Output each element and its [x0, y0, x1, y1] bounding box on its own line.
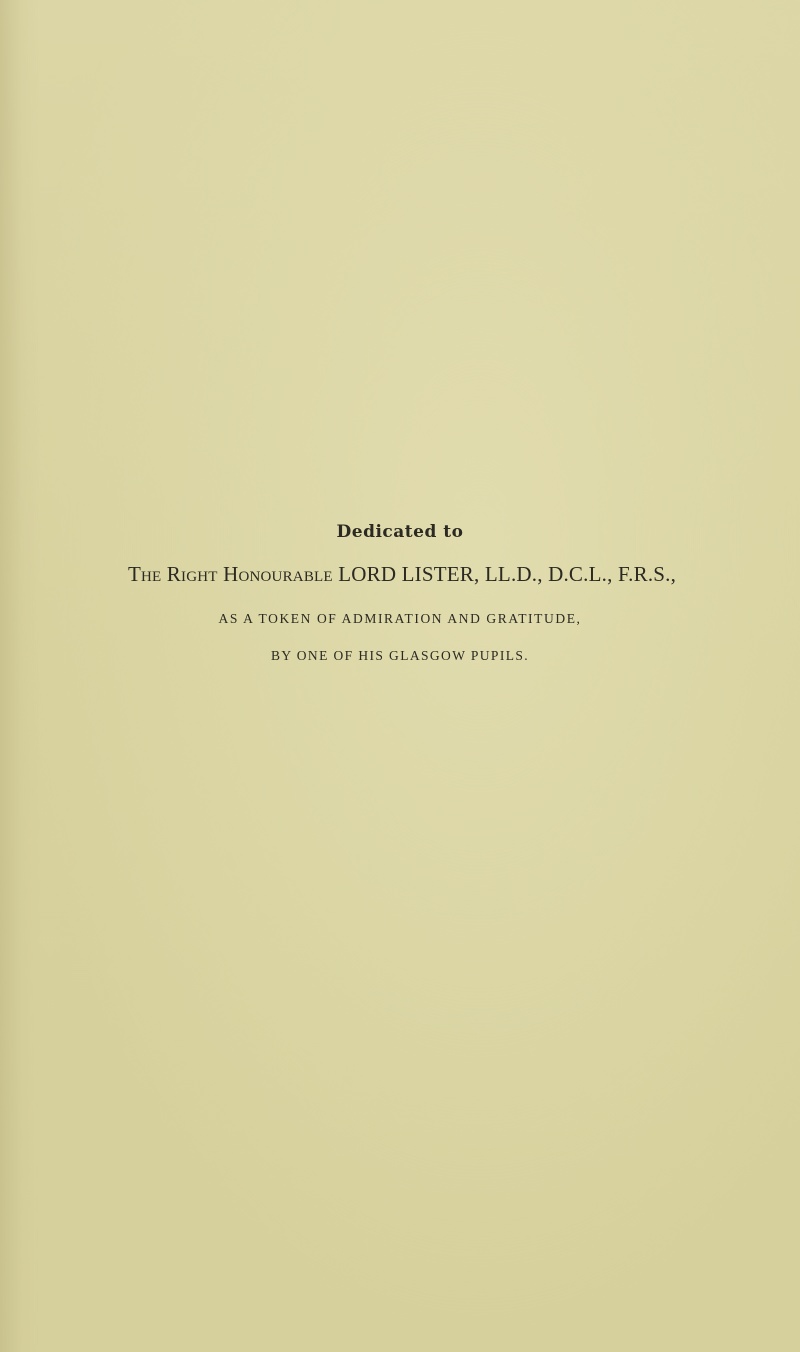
pupils-line: BY ONE OF HIS GLASGOW PUPILS. [270, 648, 530, 663]
token-line: AS A TOKEN OF ADMIRATION AND GRATITUDE, [218, 611, 582, 626]
honoree-prefix: The Right Honourable [127, 562, 333, 586]
honoree-name: LORD LISTER, LL.D., D.C.L., F.R.S., [338, 562, 677, 586]
honoree-line [2, 562, 800, 587]
dedication-heading-text: Dedicated to [336, 522, 464, 542]
dedication-heading [0, 522, 800, 542]
